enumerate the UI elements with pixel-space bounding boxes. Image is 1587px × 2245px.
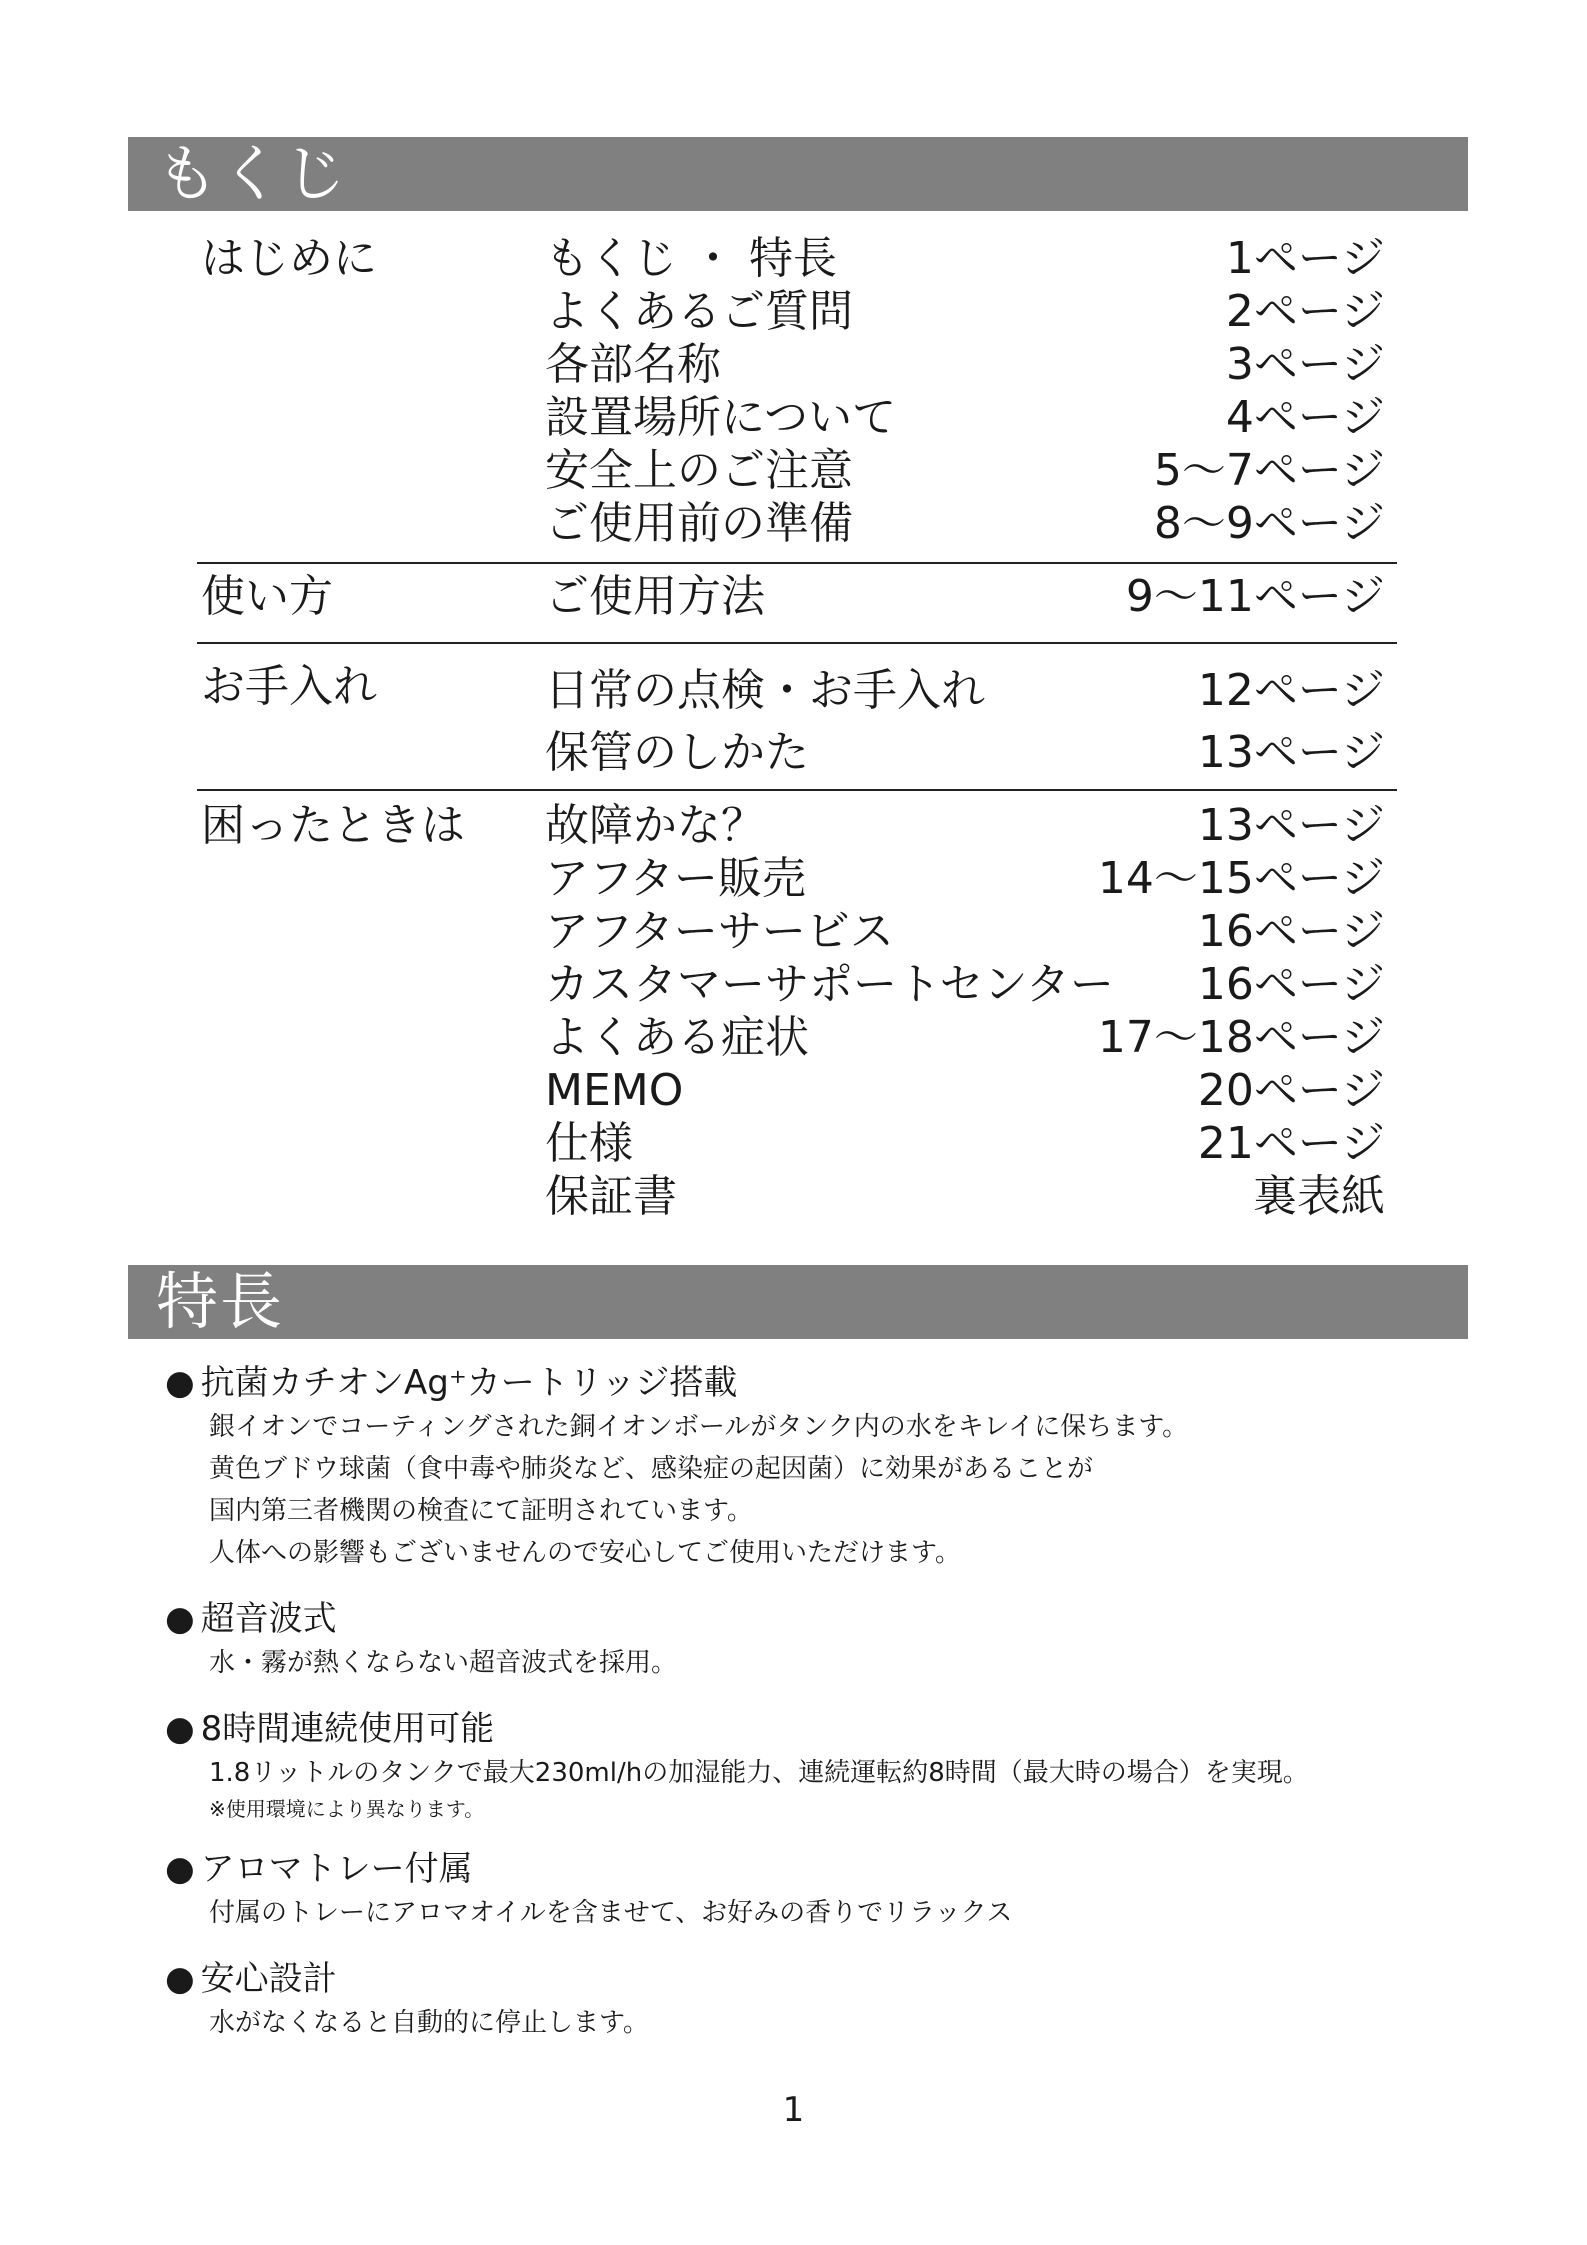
toc-section bbox=[197, 791, 1397, 1231]
toc-item-page: 2ページ bbox=[1225, 286, 1385, 337]
toc-item-title: よくある症状 bbox=[545, 1012, 809, 1063]
feature-description: 人体への影響もございませんので安心してご使用いただけます。 bbox=[209, 1538, 961, 1568]
toc-item-title: アフターサービス bbox=[545, 906, 894, 957]
toc-row bbox=[545, 497, 1385, 550]
toc-item-page: 16ページ bbox=[1197, 959, 1385, 1010]
feature-title-row bbox=[165, 1706, 1425, 1752]
toc-row bbox=[545, 660, 1385, 722]
toc-item-title: 各部名称 bbox=[545, 339, 721, 390]
feature-description: 付属のトレーにアロマオイルを含ませて、お好みの香りでリラックス bbox=[209, 1898, 1013, 1928]
toc-heading: もくじ bbox=[156, 137, 349, 210]
toc-row bbox=[545, 1011, 1385, 1064]
bullet-icon: ● bbox=[165, 1709, 195, 1749]
toc-item-title: 設置場所について bbox=[545, 392, 897, 443]
toc-item-page: 13ページ bbox=[1197, 727, 1385, 778]
toc-header-bar bbox=[128, 137, 1468, 211]
toc-item-title: 保管のしかた bbox=[545, 727, 809, 778]
toc-item-page: 裏表紙 bbox=[1253, 1171, 1385, 1222]
feature-description: 水がなくなると自動的に停止します。 bbox=[209, 2008, 649, 2038]
page-number: 1 bbox=[782, 2090, 805, 2130]
toc-item-title: よくあるご質問 bbox=[545, 286, 853, 337]
toc-section bbox=[197, 564, 1397, 644]
feature-item bbox=[165, 1706, 1425, 1824]
toc-row bbox=[545, 852, 1385, 905]
toc-item-title: 故障かな？ bbox=[545, 800, 765, 851]
toc-section bbox=[197, 644, 1397, 791]
toc-item-page: 12ページ bbox=[1197, 665, 1385, 716]
toc-item-title: 安全上のご注意 bbox=[545, 445, 853, 496]
toc-item-page: 16ページ bbox=[1197, 906, 1385, 957]
toc-category: お手入れ bbox=[201, 661, 377, 712]
toc-item-title: もくじ ・ 特長 bbox=[545, 233, 837, 284]
feature-title-row bbox=[165, 1956, 1425, 2002]
toc-section bbox=[197, 232, 1397, 564]
toc-item-title: カスタマーサポートセンター bbox=[545, 959, 1114, 1010]
toc-row bbox=[545, 232, 1385, 285]
bullet-icon: ● bbox=[165, 1849, 195, 1889]
toc-item-page: 3ページ bbox=[1225, 339, 1385, 390]
toc-item-page: 9～11ページ bbox=[1125, 571, 1385, 622]
bullet-icon: ● bbox=[165, 1959, 195, 1999]
toc-row bbox=[545, 285, 1385, 338]
bullet-icon: ● bbox=[165, 1599, 195, 1639]
toc-item-page: 17～18ページ bbox=[1097, 1012, 1385, 1063]
features-heading: 特長 bbox=[156, 1265, 285, 1338]
toc-item-title: アフター販売 bbox=[545, 853, 806, 904]
feature-title-row bbox=[165, 1596, 1425, 1642]
toc-item-page: 20ページ bbox=[1197, 1065, 1385, 1116]
toc-category: 困ったときは bbox=[201, 800, 465, 851]
toc-item-page: 1ページ bbox=[1225, 233, 1385, 284]
feature-title: 抗菌カチオンAg⁺カートリッジ搭載 bbox=[200, 1363, 738, 1403]
feature-item bbox=[165, 1360, 1425, 1574]
toc-item-title: ご使用方法 bbox=[545, 571, 765, 622]
feature-item bbox=[165, 1956, 1425, 2044]
toc-item-page: 8～9ページ bbox=[1153, 498, 1385, 549]
toc-category: はじめに bbox=[201, 233, 377, 284]
toc-category: 使い方 bbox=[201, 571, 333, 622]
toc-item-page: 13ページ bbox=[1197, 800, 1385, 851]
toc-row bbox=[545, 1064, 1385, 1117]
toc-item-page: 5～7ページ bbox=[1153, 445, 1385, 496]
feature-title: アロマトレー付属 bbox=[200, 1849, 473, 1889]
toc-row bbox=[545, 1117, 1385, 1170]
feature-description: 水・霧が熱くならない超音波式を採用。 bbox=[209, 1648, 678, 1678]
toc-row bbox=[545, 722, 1385, 784]
feature-description: 銀イオンでコーティングされた銅イオンボールがタンク内の水をキレイに保ちます。 bbox=[209, 1412, 1189, 1442]
feature-note: ※使用環境により異なります。 bbox=[209, 1797, 485, 1821]
feature-description: 1.8リットルのタンクで最大230ml/hの加湿能力、連続運転約8時間（最大時の場合）を実現。 bbox=[209, 1758, 1309, 1788]
feature-title: 安心設計 bbox=[200, 1959, 337, 1999]
toc-item-page: 14～15ページ bbox=[1097, 853, 1385, 904]
toc-row bbox=[545, 799, 1385, 852]
feature-title-row bbox=[165, 1846, 1425, 1892]
toc-row bbox=[545, 958, 1385, 1011]
feature-title: 8時間連続使用可能 bbox=[200, 1709, 495, 1749]
toc-row bbox=[545, 570, 1385, 623]
table-of-contents bbox=[197, 232, 1397, 1231]
toc-item-page: 21ページ bbox=[1197, 1118, 1385, 1169]
bullet-icon: ● bbox=[165, 1363, 195, 1403]
feature-item bbox=[165, 1596, 1425, 1684]
toc-row bbox=[545, 391, 1385, 444]
toc-row bbox=[545, 338, 1385, 391]
toc-item-title: 日常の点検・お手入れ bbox=[545, 665, 985, 716]
feature-title: 超音波式 bbox=[200, 1599, 337, 1639]
toc-row bbox=[545, 905, 1385, 958]
feature-item bbox=[165, 1846, 1425, 1934]
toc-row bbox=[545, 1170, 1385, 1223]
feature-description: 国内第三者機関の検査にて証明されています。 bbox=[209, 1496, 753, 1526]
features-list bbox=[165, 1360, 1425, 2066]
toc-item-title: MEMO bbox=[545, 1065, 684, 1116]
features-header-bar bbox=[128, 1265, 1468, 1339]
feature-description: 黄色ブドウ球菌（食中毒や肺炎など、感染症の起因菌）に効果があることが bbox=[209, 1454, 1094, 1484]
toc-item-title: 保証書 bbox=[545, 1171, 677, 1222]
toc-item-page: 4ページ bbox=[1225, 392, 1385, 443]
toc-item-title: ご使用前の準備 bbox=[545, 498, 853, 549]
toc-row bbox=[545, 444, 1385, 497]
toc-item-title: 仕様 bbox=[545, 1118, 633, 1169]
feature-title-row bbox=[165, 1360, 1425, 1406]
